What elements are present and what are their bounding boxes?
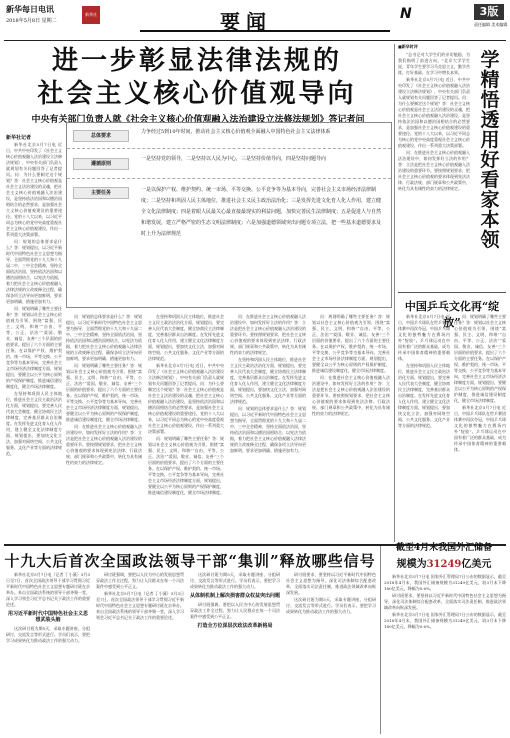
- forex-headline-line1: 截至4月末我国外汇储备: [395, 543, 493, 553]
- article-paragraph: 问：规划的总体要求是什么？答：规划提出，以习近平新时代中国特色社会主义思想为指导，全面贯彻党的十九大和十九届二中、三中全会精神，坚持全面依法治国，坚持依法治国和以德治国相结合，以宪法为依据，着力把社会主义核心价值观融入法律法规的立改废释全过程，确保各项立法导向更加鲜明、要求更加明确、措施更加有力。: [230, 406, 306, 453]
- lead-article-col4: [230, 314, 306, 542]
- forex-headline-line2: 规模为31249亿美元: [396, 559, 492, 570]
- article-paragraph: 研讨班强调，要把以人民为中心的发展思想贯穿政法工作全过程，努力让人民群众在每一个司法案件中感受到公平正义。: [96, 572, 184, 589]
- pingpong-article-col1: [398, 314, 450, 536]
- article-paragraph: 在坚持和巩固人民主体地位，推进社会主义民主政治法治化方面，规划提出，要完善人民代表大会制度，健全协商民主法律制度，完善基层群众自治制度。在发挥先进文化育人化人作用，建立健全文化法律制度方面，规划提出，要加快文化立法，加强对网络空间、公共文化服务、文化产业等方面的法律规范。: [398, 363, 450, 428]
- article-paragraph: 问：规划明确了哪些主要任务？答：规划以社会主义核心价值观为引领，围绕“富强、民主、文明、和谐”“自由、平等、公正、法治”“爱国、敬业、诚信、友善”三个层面的价值要求，提出了六个方面的主要任务。在以保护产权、维护契约、统一市场、平等交换、公平竞争等为基本导向，完善社会主义市场经济法律制度方面，规划提出，要健全以公平为核心原则的产权保护制度，推进诚信建设制度化，健全市场法律制度。: [148, 436, 224, 495]
- article-paragraph: 新华社北京5月7日电 近日，中国乒乓球队在世乒赛团体赛中再次夺冠，中国乒乓球文化的独特魅力在赛场内外“绽放”。乒乓球运动在中国有着广泛的群众基础，成为传承中国体育精神的重要载体。: [454, 405, 506, 452]
- byline: 新华社记者: [6, 135, 32, 141]
- article-paragraph: 这次研讨班为期5天，采取专题讲座、分组研讨、交流发言等形式进行。学员们表示，要把学习成果转化为推动政法工作的强大动力。: [6, 626, 90, 643]
- lead-subheadline: 中央有关部门负责人就《社会主义核心价值观融入法治建设立法修法规划》答记者问: [31, 115, 365, 125]
- pingpong-headline: 中国乒乓文化再“绽放”: [404, 300, 500, 329]
- column-divider: [394, 44, 395, 542]
- editors-line: 责任编辑 美术编辑: [474, 22, 508, 27]
- lead-headline-line2: 社会主义核心价值观导向: [37, 79, 357, 109]
- article-paragraph: 问：规划明确了哪些主要任务？答：规划以社会主义核心价值观为引领，围绕“富强、民主、文明、和谐”“自由、平等、公正、法治”“爱国、敬业、诚信、友善”三个层面的价值要求，提出了六个方面的主要任务。在以保护产权、维护契约、统一市场、平等交换、公平竞争等为基本导向，完善社会主义市场经济法律制度方面，规划提出，要健全以公平为核心原则的产权保护制度，推进诚信建设制度化，健全市场法律制度。: [6, 306, 62, 389]
- masthead-rule: [140, 30, 390, 32]
- article-paragraph: “总书记对大学生们的亲切勉励，为我们指明了前进方向。”北京大学学生说，青年学生要学习马克思主义，勤学苦练，打好基础，在学习中增长本领。: [398, 52, 470, 75]
- planning-summary-table: [66, 122, 392, 308]
- lead-headline: [4, 44, 390, 110]
- politics-article-col1: [6, 572, 90, 734]
- paper-name: 新华每日电讯 2018年5月8日 星期二: [6, 4, 57, 24]
- lead-article-col1: [6, 132, 62, 542]
- article-paragraph: 新华社北京5月7日电（记者 丁小溪）5月3日至7日，首次全国政法领导干部学习贯彻习近平新时代中国特色社会主义思想专题研讨班在京举办。来自全国政法系统的领导干部齐聚一堂，深入学习领会习近平总书记关于政法工作的重要论述。: [6, 572, 90, 607]
- article-paragraph: 新华社北京5月7日电 近日，中共中央印发了《社会主义核心价值观融入法治建设立法修法规划》，中央有关部门负责人就规划有关问题回答了记者提问。问：为什么要制定这个规划？答：社会主义核心价值观是社会主义法治建设的灵魂，把社会主义核心价值观融入法治建设，是坚持依法治国和以德治国相结合的必然要求，是加强社会主义核心价值观建设的重要途径。党的十八大以来，以习近平同志为核心的党中央高度重视社会主义核心价值观建设，作出一系列重大决策部署。: [6, 142, 62, 237]
- article-paragraph: 在坚持和巩固人民主体地位，推进社会主义民主政治法治化方面，规划提出，要完善人民代表大会制度，健全协商民主法律制度，完善基层群众自治制度。在发挥先进文化育人化人作用，建立健全文化法律制度方面，规划提出，要加快文化立法，加强对网络空间、公共文化服务、文化产业等方面的法律规范。: [6, 391, 62, 456]
- article-paragraph: 研讨班要求，要坚持以习近平新时代中国特色社会主义思想为指导，深化司法体制综合配套改革，全面落实司法责任制，推进政法领域改革向纵深发展。: [286, 572, 376, 595]
- article-paragraph: 问：在推进社会主义核心价值观融入法治建设中，如何发挥好立法的作用？答：立法是把社会主义核心价值观融入法治建设的重要环节。要按照规划要求，把社会主义核心价值观的要求体现到宪法法律、行政法规、部门规章和公共政策中，转化为具有刚性约束力的法律规定。: [66, 424, 142, 465]
- article-paragraph: 这次研讨班为期5天，采取专题讲座、分组研讨、交流发言等形式进行。学员们表示，要把学习成果转化为推动政法工作的强大动力。: [286, 597, 376, 614]
- article-paragraph: 新华社北京5月7日电 近日，中共中央印发了《社会主义核心价值观融入法治建设立法修法规划》，中央有关部门负责人就规划有关问题回答了记者提问。问：为什么要制定这个规划？答：社会主义核心价值观是社会主义法治建设的灵魂，把社会主义核心价值观融入法治建设，是坚持依法治国和以德治国相结合的必然要求，是加强社会主义核心价值观建设的重要途径。党的十八大以来，以习近平同志为核心的党中央高度重视社会主义核心价值观建设，作出一系列重大决策部署。: [148, 363, 224, 434]
- article-paragraph: 问：规划的总体要求是什么？答：规划提出，以习近平新时代中国特色社会主义思想为指导，全面贯彻党的十九大和十九届二中、三中全会精神，坚持全面依法治国，坚持依法治国和以德治国相结合，以宪法为依据，着力把社会主义核心价值观融入法律法规的立改废释全过程，确保各项立法导向更加鲜明、要求更加明确、措施更加有力。: [66, 314, 142, 361]
- article-paragraph: 研讨班要求，要坚持以习近平新时代中国特色社会主义思想为指导，深化司法体制综合配套改革，全面落实司法责任制，推进政法领域改革向纵深发展。: [384, 593, 506, 610]
- page-number-badge: 3版: [474, 4, 504, 20]
- article-paragraph: 这次研讨班为期5天，采取专题讲座、分组研讨、交流发言等形式进行。学员们表示，要把学习成果转化为推动政法工作的强大动力。: [190, 572, 280, 589]
- row-label: 遵循原则: [73, 158, 129, 170]
- article-paragraph: 研讨班强调，要把以人民为中心的发展思想贯穿政法工作全过程，努力让人民群众在每一个司法案件中感受到公平正义。: [190, 602, 280, 619]
- article-paragraph: 新华社北京5月7日电 国家外汇管理局7日公布的数据显示，截至2018年4月末，我国外汇储备规模为31249亿美元，较3月末下降180亿美元，降幅为0.6%。: [384, 612, 506, 629]
- politics-article-col2: [96, 572, 184, 734]
- commentary-label: ■新华时评: [398, 44, 418, 49]
- row-text: 力争经过5到10年时间，推动社会主义核心价值观全面融入中国特色社会主义法律体系: [141, 129, 331, 135]
- lead-article-col3: [148, 314, 224, 542]
- article-paragraph: 问：规划明确了哪些主要任务？答：规划以社会主义核心价值观为引领，围绕“富强、民主、文明、和谐”“自由、平等、公正、法治”“爱国、敬业、诚信、友善”三个层面的价值要求，提出了六个方面的主要任务。在以保护产权、维护契约、统一市场、平等交换、公平竞争等为基本导向，完善社会主义市场经济法律制度方面，规划提出，要健全以公平为核心原则的产权保护制度，推进诚信建设制度化，健全市场法律制度。: [66, 363, 142, 422]
- row-label: 总体要求: [73, 130, 129, 142]
- article-paragraph: 在坚持和巩固人民主体地位，推进社会主义民主政治法治化方面，规划提出，要完善人民代表大会制度，健全协商民主法律制度，完善基层群众自治制度。在发挥先进文化育人化人作用，建立健全文化法律制度方面，规划提出，要加快文化立法，加强对网络空间、公共文化服务、文化产业等方面的法律规范。: [148, 314, 224, 361]
- date-line: 2018年5月8日 星期二: [6, 18, 57, 24]
- row-text: 一是以保护产权、维护契约、统一市场、平等交换、公平竞争等为基本导向，完善社会主义市场经济法律制度；二是坚持和巩固人民主体地位，推进社会主义民主政治法治化；三是发挥先进文化育人化人作用，建立健全文化法律制度；四是着眼人民最关心最直接最现实的利益问题，加快完善民生法律制度；五是促进人与自然和谐发展，建立严格严密的生态文明法律制度；六是加强道德领域突出问题专项立法，把一些基本道德要求及时上升为法律规范: [141, 187, 382, 237]
- article-paragraph: 问：规划明确了哪些主要任务？答：规划以社会主义核心价值观为引领，围绕“富强、民主、文明、和谐”“自由、平等、公正、法治”“爱国、敬业、诚信、友善”三个层面的价值要求，提出了六个方面的主要任务。在以保护产权、维护契约、统一市场、平等交换、公平竞争等为基本导向，完善社会主义市场经济法律制度方面，规划提出，要健全以公平为核心原则的产权保护制度，推进诚信建设制度化，健全市场法律制度。: [312, 314, 390, 373]
- table-row: [67, 149, 391, 179]
- forex-headline: [382, 540, 506, 570]
- masthead: [0, 0, 510, 40]
- article-paragraph: 问：在推进社会主义核心价值观融入法治建设中，如何发挥好立法的作用？答：立法是把社会主义核心价值观融入法治建设的重要环节。要按照规划要求，把社会主义核心价值观的要求体现到宪法法律、行政法规、部门规章和公共政策中，转化为具有刚性约束力的法律规定。: [312, 375, 390, 416]
- article-paragraph: 新华社北京5月7日电（记者 丁小溪）5月3日至7日，首次全国政法领导干部学习贯彻习近平新时代中国特色社会主义思想专题研讨班在京举办。来自全国政法系统的领导干部齐聚一堂，深入学习领会习近平总书记关于政法工作的重要论述。: [96, 591, 184, 620]
- article-paragraph: 新华社北京5月7日电 近日，中国乒乓球队在世乒赛团体赛中再次夺冠，中国乒乓球文化的独特魅力在赛场内外“绽放”。乒乓球运动在中国有着广泛的群众基础，成为传承中国体育精神的重要载体。: [398, 314, 450, 361]
- section-title: 要闻: [220, 10, 272, 34]
- commentary-vertical-headline: 学 精 悟 透 用 好 看 家 本 领: [480, 49, 500, 251]
- commentary-article: [398, 52, 470, 292]
- article-subhead: 用习近平新时代中国特色社会主义思想武装头脑: [7, 611, 88, 623]
- article-paragraph: 新华社北京5月7日电 国家外汇管理局7日公布的数据显示，截至2018年4月末，我国外汇储备规模为31249亿美元，较3月末下降180亿美元，降幅为0.6%。: [384, 574, 506, 591]
- article-paragraph: 新华社北京5月7日电 近日，中共中央印发了《社会主义核心价值观融入法治建设立法修法规划》，中央有关部门负责人就规划有关问题回答了记者提问。问：为什么要制定这个规划？答：社会主义核心价值观是社会主义法治建设的灵魂，把社会主义核心价值观融入法治建设，是坚持依法治国和以德治国相结合的必然要求，是加强社会主义核心价值观建设的重要途径。党的十八大以来，以习近平同志为核心的党中央高度重视社会主义核心价值观建设，作出一系列重大决策部署。: [398, 77, 470, 148]
- politics-article-col3: [190, 572, 280, 734]
- forex-article: [384, 574, 506, 734]
- row-text: 一是坚持党的领导，二是坚持以人民为中心，三是坚持价值导向，四是坚持问题导向: [141, 156, 327, 162]
- article-paragraph: 问：在推进社会主义核心价值观融入法治建设中，如何发挥好立法的作用？答：立法是把社会主义核心价值观融入法治建设的重要环节。要按照规划要求，把社会主义核心价值观的要求体现到宪法法律、行政法规、部门规章和公共政策中，转化为具有刚性约束力的法律规定。: [398, 150, 470, 191]
- table-row: [67, 123, 391, 149]
- table-row: [67, 179, 391, 309]
- lead-article-col5: [312, 314, 390, 542]
- n-logo-icon: N: [400, 6, 412, 22]
- article-paragraph: 问：规划明确了哪些主要任务？答：规划以社会主义核心价值观为引领，围绕“富强、民主、文明、和谐”“自由、平等、公正、法治”“爱国、敬业、诚信、友善”三个层面的价值要求，提出了六个方面的主要任务。在以保护产权、维护契约、统一市场、平等交换、公平竞争等为基本导向，完善社会主义市场经济法律制度方面，规划提出，要健全以公平为核心原则的产权保护制度，推进诚信建设制度化，健全市场法律制度。: [454, 314, 506, 403]
- politics-law-headline: 十九大后首次全国政法领导干部“集训”释放哪些信号: [4, 552, 376, 570]
- article-paragraph: 问：规划的总体要求是什么？答：规划提出，以习近平新时代中国特色社会主义思想为指导，全面贯彻党的十九大和十九届二中、三中全会精神，坚持全面依法治国，坚持依法治国和以德治国相结合，以宪法为依据，着力把社会主义核心价值观融入法律法规的立改废释全过程，确保各项立法导向更加鲜明、要求更加明确、措施更加有力。: [6, 239, 62, 304]
- column-divider: [380, 546, 381, 734]
- politics-article-col4: [286, 572, 376, 734]
- lead-headline-line1: 进一步彰显法律法规的: [51, 46, 342, 76]
- pingpong-article-col2: [454, 314, 506, 536]
- section-divider: [398, 292, 506, 293]
- lead-article-col2: [66, 314, 142, 542]
- article-paragraph: 在坚持和巩固人民主体地位，推进社会主义民主政治法治化方面，规划提出，要完善人民代表大会制度，健全协商民主法律制度，完善基层群众自治制度。在发挥先进文化育人化人作用，建立健全文化法律制度方面，规划提出，要加快文化立法，加强对网络空间、公共文化服务、文化产业等方面的法律规范。: [230, 357, 306, 404]
- top-divider: [4, 40, 506, 41]
- xinhua-logo: 新华社: [82, 6, 100, 24]
- article-paragraph: 问：在推进社会主义核心价值观融入法治建设中，如何发挥好立法的作用？答：立法是把社会主义核心价值观融入法治建设的重要环节。要按照规划要求，把社会主义核心价值观的要求体现到宪法法律、行政法规、部门规章和公共政策中，转化为具有刚性约束力的法律规定。: [230, 314, 306, 355]
- article-subhead: 从体制机制上解决损害群众权益突出问题: [190, 593, 280, 599]
- forex-amount: 31249: [426, 559, 462, 570]
- row-label: 主要任务: [73, 187, 129, 199]
- article-subhead: 打造全方位深层次政法改革新格局: [197, 623, 273, 629]
